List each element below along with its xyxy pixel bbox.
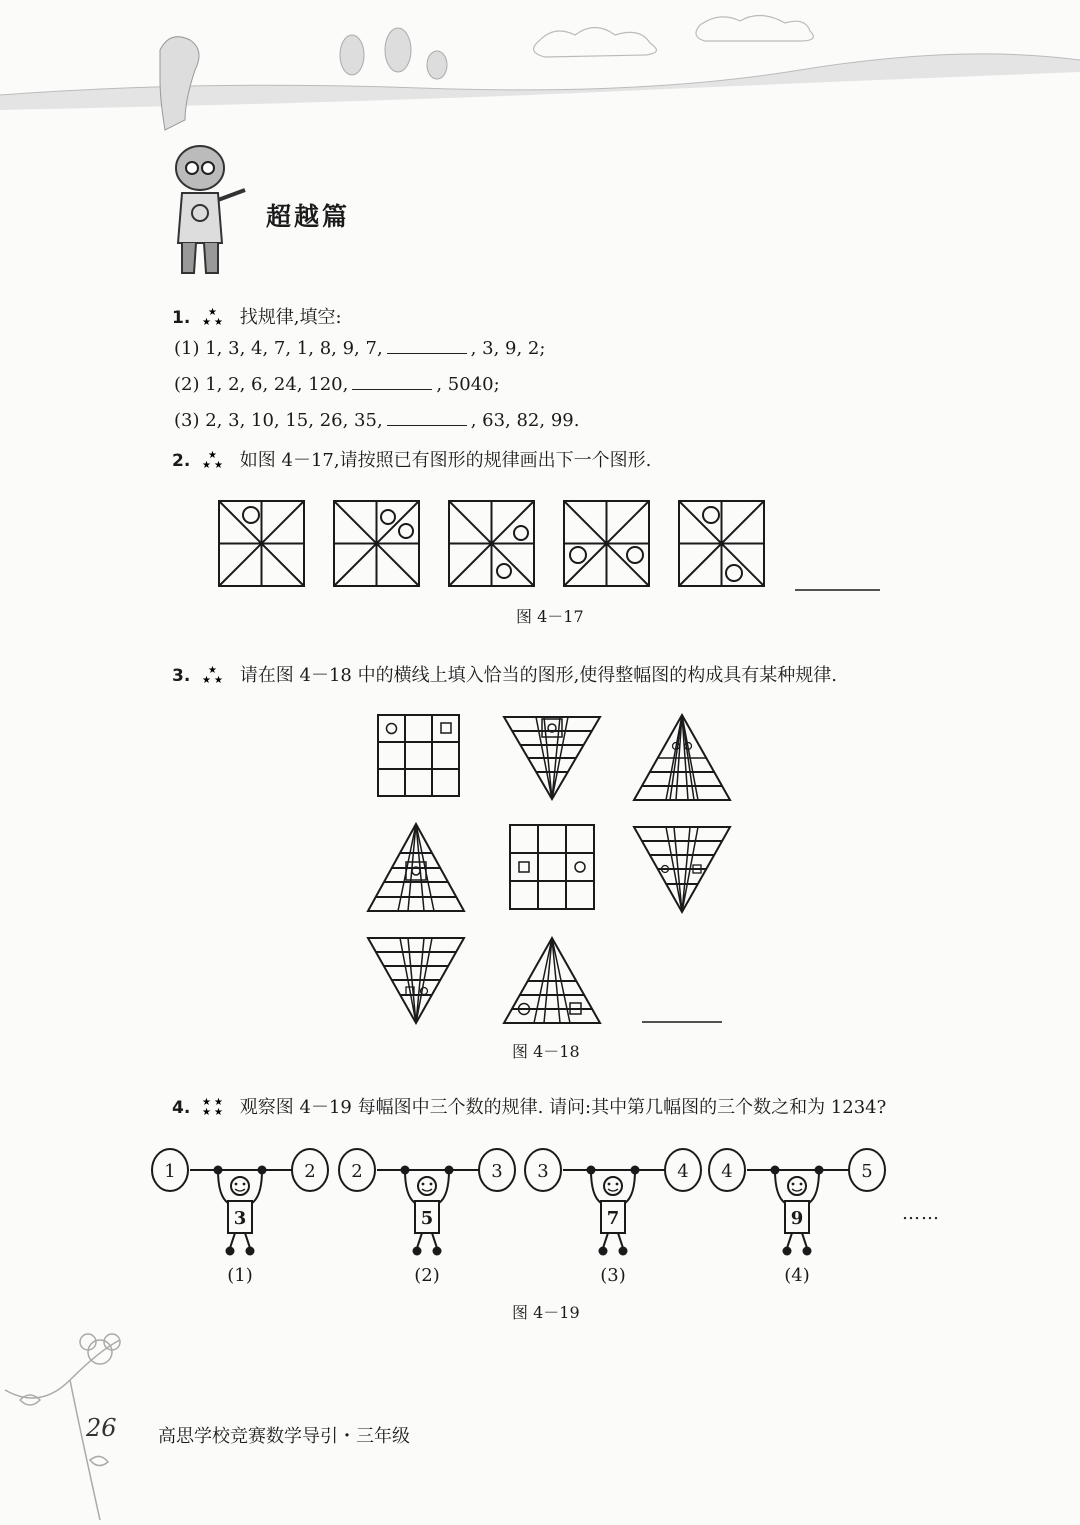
svg-text:★: ★: [208, 450, 217, 461]
left-number: 1: [164, 1161, 176, 1182]
svg-text:★: ★: [214, 317, 223, 328]
middle-number: 9: [790, 1208, 804, 1229]
q1-item-1: [174, 338, 545, 359]
floral-decoration: [0, 1320, 140, 1525]
fig18-down-triangle-3: [368, 938, 464, 1023]
svg-text:★: ★: [214, 460, 223, 471]
svg-text:★: ★: [208, 307, 217, 318]
middle-number: 7: [606, 1208, 620, 1229]
right-number: 2: [304, 1161, 316, 1182]
foot-dot: [783, 1247, 792, 1256]
middle-number: 5: [420, 1208, 434, 1229]
header-decoration: [0, 0, 1080, 140]
figure-caption: 图 4－19: [512, 1303, 580, 1322]
q1-item-2: [174, 374, 500, 395]
foot-dot: [246, 1247, 255, 1256]
fig19-drawing: [150, 1148, 970, 1298]
smiley-face-icon: [418, 1177, 436, 1195]
answer-blank[interactable]: [387, 339, 467, 354]
three-star-icon: [202, 1096, 228, 1116]
question-text: 找规律,填空:: [239, 307, 342, 328]
figure-4-18: [360, 710, 740, 1030]
svg-text:★: ★: [208, 665, 217, 676]
fig17-square-3: [449, 501, 534, 586]
fig18-down-triangle-2: [634, 827, 730, 912]
sequence-text: (3) 2, 3, 10, 15, 26, 35,: [174, 410, 383, 431]
fig18-up-triangle-3: [504, 938, 600, 1023]
sequence-text: , 3, 9, 2;: [470, 338, 546, 359]
foot-dot: [413, 1247, 422, 1256]
fig19-item: [525, 1149, 701, 1286]
question-text: 如图 4－17,请按照已有图形的规律画出下一个图形.: [239, 450, 652, 471]
fig18-grid-1: [378, 715, 459, 796]
figure-4-17: [210, 495, 890, 595]
fig18-down-triangle-1: [504, 717, 600, 799]
foot-dot: [599, 1247, 608, 1256]
fig18-up-triangle-2: [368, 824, 464, 911]
question-number: 4.: [172, 1098, 191, 1118]
question-number: 1.: [172, 308, 191, 328]
right-number: 5: [861, 1161, 873, 1182]
answer-blank[interactable]: [352, 375, 432, 390]
question-number: 3.: [172, 666, 191, 686]
figure-label: (3): [600, 1265, 626, 1286]
foot-dot: [803, 1247, 812, 1256]
question-2: [172, 446, 651, 472]
page-number: 26: [86, 1414, 117, 1442]
answer-blank[interactable]: [387, 411, 467, 426]
sequence-text: , 63, 82, 99.: [470, 410, 580, 431]
figure-4-19: [150, 1148, 970, 1298]
smiley-face-icon: [604, 1177, 622, 1195]
two-star-icon: [202, 306, 228, 326]
fig17-square-2: [334, 501, 419, 586]
question-text: 观察图 4－19 每幅图中三个数的规律. 请问:其中第几幅图的三个数之和为 1234?: [239, 1097, 887, 1118]
question-3: [172, 661, 837, 687]
figure-label: (4): [784, 1265, 810, 1286]
right-number: 3: [491, 1161, 503, 1182]
left-number: 3: [537, 1161, 549, 1182]
left-number: 4: [721, 1161, 733, 1182]
svg-text:★: ★: [214, 675, 223, 686]
figure-caption: 图 4－17: [516, 607, 584, 626]
fig19-item: [709, 1149, 885, 1286]
svg-text:★: ★: [202, 317, 211, 328]
fig17-square-1: [219, 501, 304, 586]
fig17-square-4: [564, 501, 649, 586]
right-number: 4: [677, 1161, 689, 1182]
question-text: 请在图 4－18 中的横线上填入恰当的图形,使得整幅图的构成具有某种规律.: [239, 665, 838, 686]
question-1: [172, 303, 342, 329]
two-star-icon: [202, 449, 228, 469]
section-title: 超越篇: [266, 202, 351, 231]
question-number: 2.: [172, 451, 191, 471]
svg-text:★: ★: [202, 460, 211, 471]
fig18-grid-2: [510, 825, 594, 909]
two-star-icon: [202, 664, 228, 684]
left-number: 2: [351, 1161, 363, 1182]
svg-text:★: ★: [202, 1097, 211, 1108]
sequence-text: (1) 1, 3, 4, 7, 1, 8, 9, 7,: [174, 338, 383, 359]
figure-label: (2): [414, 1265, 440, 1286]
book-title: 高思学校竞赛数学导引・三年级: [158, 1426, 410, 1447]
middle-number: 3: [233, 1208, 247, 1229]
foot-dot: [433, 1247, 442, 1256]
foot-dot: [619, 1247, 628, 1256]
ellipsis: ……: [902, 1203, 940, 1224]
mascot-illustration: [160, 138, 260, 283]
fig18-up-triangle-1: [634, 715, 730, 800]
sequence-text: , 5040;: [436, 374, 500, 395]
svg-text:★: ★: [202, 675, 211, 686]
figure-caption: 图 4－18: [512, 1042, 580, 1061]
fig19-item: [152, 1149, 328, 1286]
svg-text:★: ★: [202, 1107, 211, 1118]
fig17-square-5: [679, 501, 764, 586]
smiley-face-icon: [788, 1177, 806, 1195]
smiley-face-icon: [231, 1177, 249, 1195]
q1-item-3: [174, 410, 579, 431]
fig19-item: [339, 1149, 515, 1286]
svg-text:★: ★: [214, 1107, 223, 1118]
sequence-text: (2) 1, 2, 6, 24, 120,: [174, 374, 349, 395]
svg-text:★: ★: [214, 1097, 223, 1108]
figure-label: (1): [227, 1265, 253, 1286]
foot-dot: [226, 1247, 235, 1256]
question-4: [172, 1093, 886, 1119]
